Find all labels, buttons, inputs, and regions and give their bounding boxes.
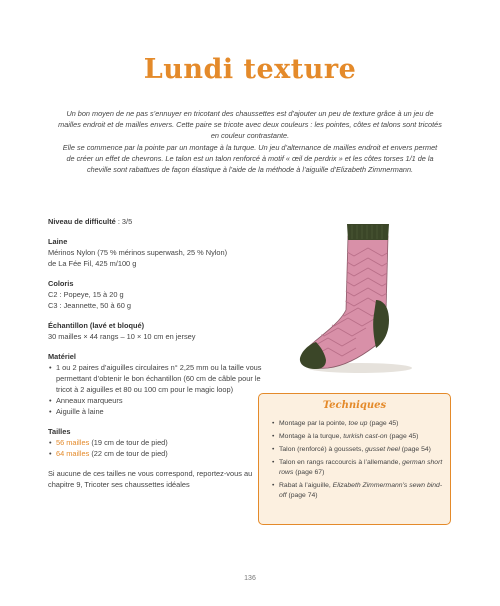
materials-list bbox=[48, 362, 273, 417]
technique-text: Montage par la pointe, bbox=[279, 420, 349, 427]
techniques-title: Techniques bbox=[322, 400, 387, 411]
size-1-detail: (19 cm de tour de pied) bbox=[89, 438, 168, 447]
materials-item: • Anneaux marqueurs bbox=[56, 395, 273, 406]
page-title: Lundi texture bbox=[143, 54, 357, 85]
gauge-line: 30 mailles × 44 rangs – 10 × 10 cm en jersey bbox=[48, 332, 196, 341]
materials-section bbox=[48, 351, 273, 417]
technique-page: (page 45) bbox=[387, 433, 419, 440]
technique-english: turkish cast-on bbox=[343, 433, 388, 440]
size-note: Si aucune de ces tailles ne vous correspond, reportez-vous au chapitre 9, Tricoter ses chaussettes idéales bbox=[48, 469, 253, 489]
difficulty-value: : 3/5 bbox=[115, 217, 133, 226]
technique-text: Talon en rangs raccourcis à l’allemande, bbox=[279, 459, 403, 466]
size-2-stitches: 64 mailles bbox=[56, 449, 90, 458]
yarn-line-2: de La Fée Fil, 425 m/100 g bbox=[48, 259, 137, 268]
materials-item: • Aiguille à laine bbox=[56, 406, 273, 417]
intro-paragraph-2: Elle se commence par la pointe par un montage à la turque. Un jeu d’alternance de mailles endroit et envers permet de créer un effet de chevrons. Le talon est un talon renforcé à motif « œil de perdrix » et les côtes torses 1/1 de la cheville sont rabattues de façon élastique à l’aide de la méthode à l’aiguille d’Elizabeth Zimmermann. bbox=[62, 142, 438, 175]
difficulty-label: Niveau de difficulté bbox=[48, 217, 116, 226]
yarn-line-1: Mérinos Nylon (75 % mérinos superwash, 25 % Nylon) bbox=[48, 248, 228, 257]
technique-text: Talon (renforcé) à goussets, bbox=[279, 446, 366, 453]
difficulty bbox=[48, 216, 273, 227]
technique-english: toe up bbox=[348, 420, 368, 427]
size-2-detail: (22 cm de tour de pied) bbox=[89, 449, 168, 458]
sock-illustration bbox=[290, 218, 420, 378]
gauge-section bbox=[48, 320, 273, 342]
materials-heading: Matériel bbox=[48, 352, 76, 361]
sock-cuff bbox=[347, 224, 389, 240]
color-line-2: C3 : Jeannette, 50 à 60 g bbox=[48, 301, 132, 310]
sizes-section bbox=[48, 426, 273, 459]
intro-paragraph-1: Un bon moyen de ne pas s’ennuyer en tricotant des chaussettes est d’ajouter un peu de texture grâce à un jeu de mailles endroit et de mailles envers. Cette paire se tricote avec deux couleurs : les pointes, côtes et talons sont tricotés en couleur contrastante. bbox=[58, 109, 442, 141]
technique-text: Rabat à l’aiguille, bbox=[279, 482, 333, 489]
techniques-list bbox=[273, 419, 443, 504]
size-item bbox=[56, 437, 273, 448]
technique-item bbox=[273, 419, 443, 429]
pattern-specs bbox=[48, 216, 273, 490]
techniques-box bbox=[258, 393, 451, 525]
technique-english: Elizabeth Zimmermann’s sewn bind-off bbox=[279, 482, 443, 499]
technique-item bbox=[273, 432, 443, 442]
colors-heading: Coloris bbox=[48, 279, 74, 288]
intro-text bbox=[58, 108, 442, 175]
yarn-section bbox=[48, 236, 273, 269]
technique-item bbox=[273, 481, 443, 501]
sizes-list bbox=[48, 437, 273, 459]
technique-item bbox=[273, 445, 443, 455]
technique-page: (page 45) bbox=[367, 420, 399, 427]
technique-text: Montage à la turque, bbox=[279, 433, 344, 440]
gauge-heading: Échantillon (lavé et bloqué) bbox=[48, 321, 145, 330]
technique-english: gusset heel bbox=[365, 446, 400, 453]
technique-item bbox=[273, 458, 443, 478]
technique-page: (page 67) bbox=[293, 469, 325, 476]
colors-section bbox=[48, 278, 273, 311]
sock-heel bbox=[373, 300, 389, 348]
color-line-1: C2 : Popeye, 15 à 20 g bbox=[48, 290, 124, 299]
technique-page: (page 74) bbox=[286, 492, 318, 499]
yarn-heading: Laine bbox=[48, 237, 68, 246]
sizes-heading: Tailles bbox=[48, 427, 71, 436]
size-1-stitches: 56 mailles bbox=[56, 438, 90, 447]
size-item bbox=[56, 448, 273, 459]
materials-item: • 1 ou 2 paires d’aiguilles circulaires n° 2,25 mm ou la taille vous permettant d’obtenir le bon échantillon (60 cm de câble pour le tricot à 2 aiguilles et 80 ou 100 cm pour le magic loop) bbox=[56, 362, 273, 395]
technique-english: german short rows bbox=[279, 459, 443, 476]
technique-page: (page 54) bbox=[399, 446, 431, 453]
page-number: 136 bbox=[244, 575, 256, 582]
